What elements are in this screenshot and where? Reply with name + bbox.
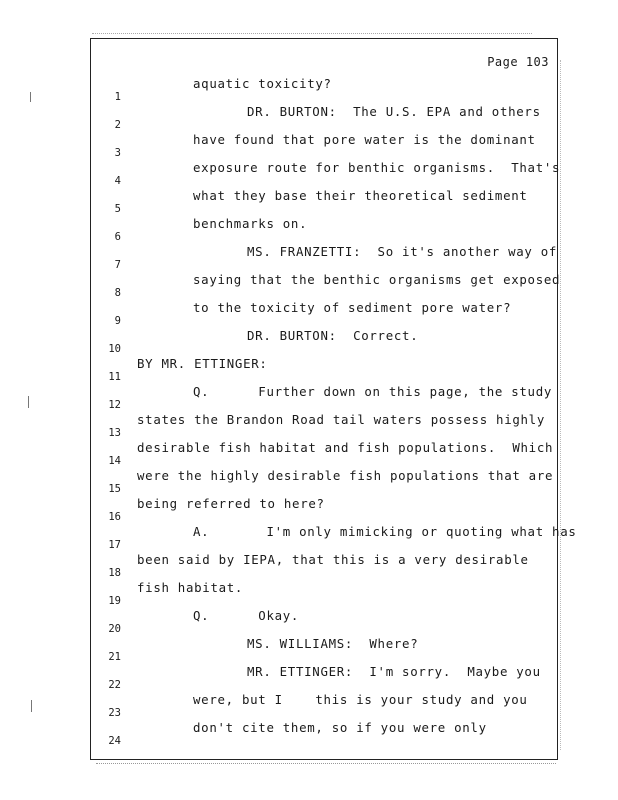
transcript-line <box>91 720 557 747</box>
line-text: DR. BURTON: Correct. <box>247 328 419 343</box>
line-text: Q. Okay. <box>193 608 300 623</box>
transcript-line <box>91 636 557 663</box>
line-text: aquatic toxicity? <box>193 76 332 91</box>
transcript-line <box>91 356 557 383</box>
line-text: were, but I this is your study and you <box>193 692 528 707</box>
line-number: 20 <box>108 623 121 635</box>
line-number: 14 <box>108 455 121 467</box>
line-text: benchmarks on. <box>193 216 308 231</box>
line-number: 18 <box>108 567 121 579</box>
scan-bottom-edge <box>96 763 556 766</box>
scan-speck <box>28 396 29 408</box>
line-number: 22 <box>108 679 121 691</box>
line-number: 8 <box>114 287 121 299</box>
transcript-line <box>91 664 557 691</box>
line-text: A. I'm only mimicking or quoting what has <box>193 524 577 539</box>
transcript-line <box>91 300 557 327</box>
transcript-line <box>91 412 557 439</box>
line-text: exposure route for benthic organisms. That's <box>193 160 561 175</box>
line-text: MR. ETTINGER: I'm sorry. Maybe you <box>247 664 541 679</box>
transcript-line <box>91 468 557 495</box>
line-text: saying that the benthic organisms get exposed <box>193 272 561 287</box>
line-text: MS. WILLIAMS: Where? <box>247 636 419 651</box>
transcript-line <box>91 552 557 579</box>
line-number: 5 <box>114 203 121 215</box>
line-text: have found that pore water is the dominant <box>193 132 536 147</box>
line-number: 11 <box>108 371 121 383</box>
transcript-line <box>91 76 557 103</box>
line-number: 16 <box>108 511 121 523</box>
line-number: 1 <box>114 91 121 103</box>
line-text: fish habitat. <box>137 580 244 595</box>
transcript-line <box>91 608 557 635</box>
line-number: 17 <box>108 539 121 551</box>
scan-right-edge <box>560 60 562 750</box>
line-number: 3 <box>114 147 121 159</box>
line-number: 4 <box>114 175 121 187</box>
line-number: 9 <box>114 315 121 327</box>
line-number: 13 <box>108 427 121 439</box>
transcript-line <box>91 524 577 551</box>
transcript-line <box>91 496 557 523</box>
transcript-line <box>91 244 558 271</box>
transcript-line <box>91 692 557 719</box>
transcript-line <box>91 216 557 243</box>
line-number: 12 <box>108 399 121 411</box>
transcript-page <box>90 38 577 760</box>
transcript-line <box>91 440 557 467</box>
line-text: what they base their theoretical sediment <box>193 188 528 203</box>
line-number: 19 <box>108 595 121 607</box>
line-number: 7 <box>114 259 121 271</box>
scan-speck <box>31 700 32 712</box>
line-number: 24 <box>108 735 121 747</box>
transcript-line <box>91 580 557 607</box>
line-number: 15 <box>108 483 121 495</box>
transcript-line <box>91 328 557 355</box>
line-text: BY MR. ETTINGER: <box>137 356 268 371</box>
line-text: been said by IEPA, that this is a very desirable <box>137 552 529 567</box>
line-text: states the Brandon Road tail waters possess highly <box>137 412 545 427</box>
line-text: Q. Further down on this page, the study <box>193 384 553 399</box>
line-number: 6 <box>114 231 121 243</box>
line-number: 10 <box>108 343 121 355</box>
line-text: being referred to here? <box>137 496 325 511</box>
line-number: 2 <box>114 119 121 131</box>
transcript-line <box>91 384 557 411</box>
page-number: Page 103 <box>487 55 549 69</box>
scan-speck <box>30 92 31 102</box>
transcript-line <box>91 272 561 299</box>
line-number: 21 <box>108 651 121 663</box>
line-text: don't cite them, so if you were only <box>193 720 487 735</box>
line-text: DR. BURTON: The U.S. EPA and others <box>247 104 541 119</box>
transcript-line <box>91 160 561 187</box>
line-text: MS. FRANZETTI: So it's another way of <box>247 244 558 259</box>
transcript-line <box>91 132 557 159</box>
line-text: desirable fish habitat and fish populations. Which <box>137 440 554 455</box>
line-number: 23 <box>108 707 121 719</box>
transcript-line <box>91 188 557 215</box>
scan-top-edge <box>92 33 532 35</box>
transcript-line <box>91 104 557 131</box>
line-text: were the highly desirable fish populations that are <box>137 468 554 483</box>
line-text: to the toxicity of sediment pore water? <box>193 300 512 315</box>
